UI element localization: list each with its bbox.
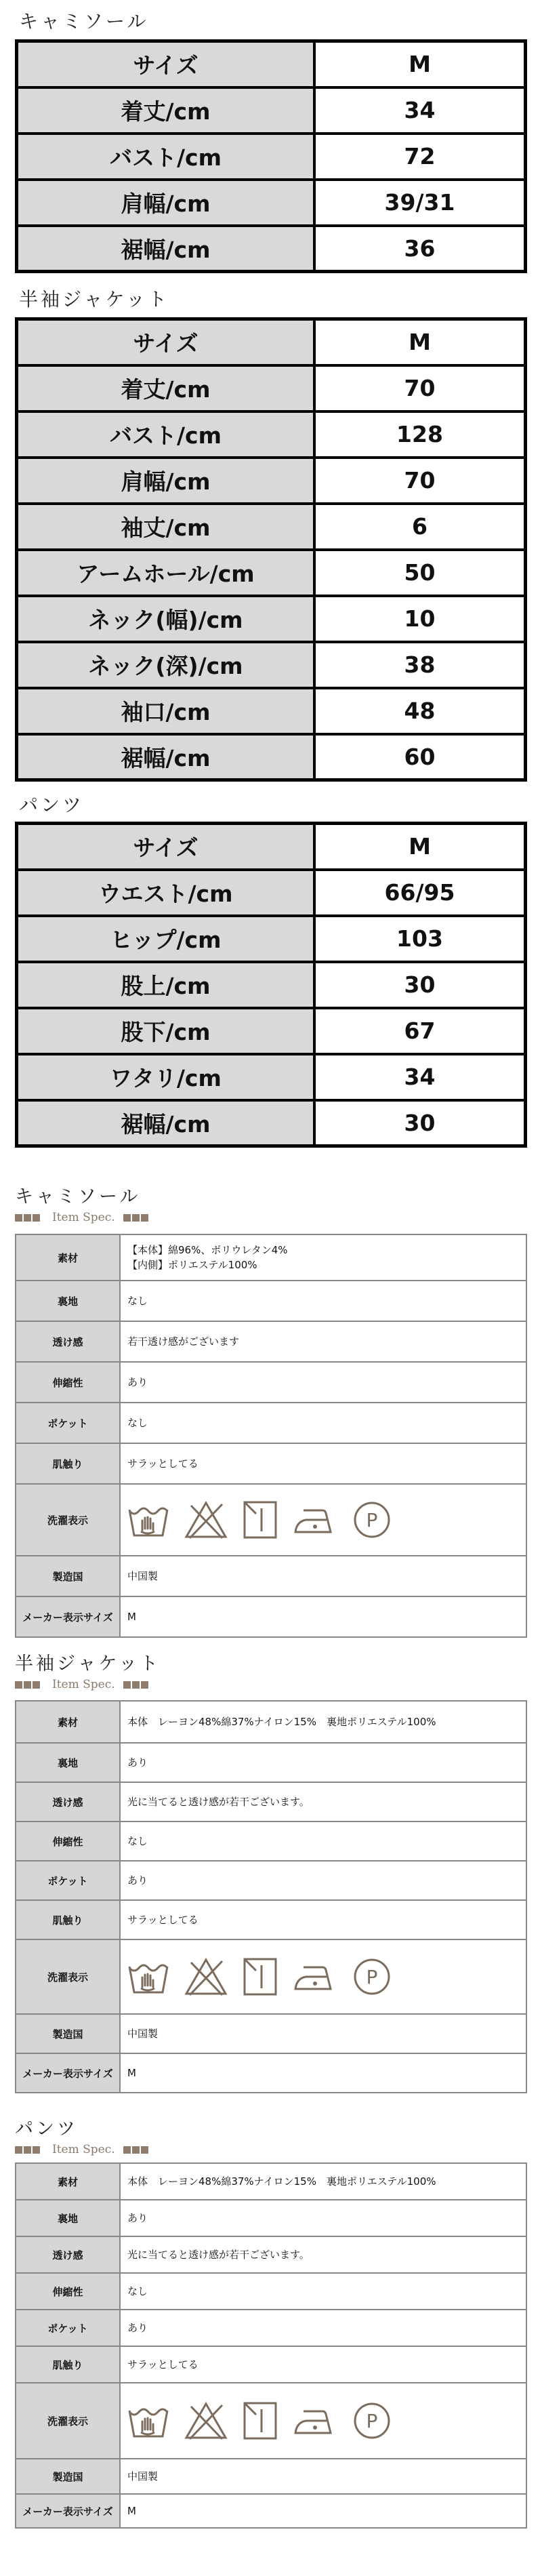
spec-value: 本体 レーヨン48%綿37%ナイロン15% 裏地ポリエステル100% — [120, 1701, 526, 1743]
row-value: 70 — [314, 458, 526, 504]
spec-value: 光に当てると透け感が若干ございます。 — [120, 1782, 526, 1822]
table-row — [17, 1100, 526, 1146]
row-value: 10 — [314, 596, 526, 642]
row-value: 36 — [314, 226, 526, 272]
table-row — [16, 2053, 526, 2093]
spec-title: パンツ — [15, 2118, 78, 2139]
hand-wash-icon — [127, 1957, 169, 1996]
table-row — [16, 1782, 526, 1822]
spec-subtitle-row — [15, 1678, 161, 1691]
table-row — [16, 1443, 526, 1484]
decorative-squares-icon — [123, 2146, 150, 2154]
table-row — [17, 916, 526, 962]
spec-value: なし — [120, 1822, 526, 1861]
row-label: 裾幅/cm — [17, 1100, 315, 1146]
spec-key: 素材 — [16, 1234, 120, 1281]
table-row — [16, 1743, 526, 1782]
row-label: バスト/cm — [17, 411, 315, 458]
table-row — [17, 550, 526, 596]
decorative-squares-icon — [15, 1681, 41, 1689]
table-row — [17, 824, 526, 870]
spec-value: なし — [120, 1281, 526, 1321]
spec-table — [15, 1700, 527, 2093]
row-label: 裾幅/cm — [17, 226, 315, 272]
spec-value: なし — [120, 2273, 526, 2310]
spec-subtitle: Item Spec. — [52, 2143, 115, 2156]
row-value: 38 — [314, 642, 526, 688]
decorative-squares-icon — [123, 1214, 150, 1222]
spec-value: M — [120, 2053, 526, 2093]
spec-header — [15, 1649, 161, 1691]
row-label: 股下/cm — [17, 1008, 315, 1054]
row-label: バスト/cm — [17, 134, 315, 180]
row-value: 30 — [314, 1100, 526, 1146]
iron-low-icon — [293, 1960, 337, 1993]
dry-clean-p-icon — [352, 1957, 392, 1996]
table-row — [17, 365, 526, 411]
spec-value: 中国製 — [120, 1556, 526, 1596]
size-section-title: 半袖ジャケット — [19, 288, 170, 310]
svg-text:P: P — [366, 1509, 378, 1531]
decorative-squares-icon — [15, 2146, 41, 2154]
table-row — [16, 2200, 526, 2236]
iron-low-icon — [293, 1504, 337, 1536]
spec-value: あり — [120, 1861, 526, 1900]
spec-value: なし — [120, 1403, 526, 1443]
table-row — [17, 1008, 526, 1054]
spec-key: 伸縮性 — [16, 2273, 120, 2310]
table-row — [16, 2014, 526, 2053]
spec-value: サラッとしてる — [120, 2346, 526, 2383]
size-header-value: M — [314, 824, 526, 870]
row-label: 肩幅/cm — [17, 180, 315, 226]
table-row — [17, 870, 526, 916]
row-label: 袖口/cm — [17, 688, 315, 734]
table-row — [16, 1701, 526, 1743]
iron-low-icon — [293, 2404, 337, 2437]
table-row — [16, 1321, 526, 1362]
spec-value: 光に当てると透け感が若干ございます。 — [120, 2236, 526, 2273]
row-label: 着丈/cm — [17, 87, 315, 134]
table-row — [16, 2383, 526, 2459]
table-row — [16, 2346, 526, 2383]
svg-text:P: P — [366, 2410, 378, 2432]
table-row — [16, 2273, 526, 2310]
spec-value: あり — [120, 2200, 526, 2236]
row-value: 50 — [314, 550, 526, 596]
table-row — [17, 596, 526, 642]
spec-key: 裏地 — [16, 2200, 120, 2236]
table-row — [16, 1822, 526, 1861]
row-value: 72 — [314, 134, 526, 180]
svg-text:P: P — [366, 1966, 378, 1988]
row-label: 股上/cm — [17, 962, 315, 1008]
spec-value: 若干透け感がございます — [120, 1321, 526, 1362]
spec-key: ポケット — [16, 2310, 120, 2346]
table-row — [16, 1556, 526, 1596]
spec-value: 【本体】綿96%、ポリウレタン4% 【内側】ポリエステル100% — [120, 1234, 526, 1281]
table-row — [17, 87, 526, 134]
table-row — [16, 2494, 526, 2528]
table-row — [17, 504, 526, 550]
table-row — [17, 226, 526, 272]
spec-key: 製造国 — [16, 1556, 120, 1596]
spec-header — [15, 1182, 150, 1224]
spec-key: ポケット — [16, 1861, 120, 1900]
table-row — [16, 2163, 526, 2200]
hand-wash-icon — [127, 2401, 169, 2440]
spec-key: 洗濯表示 — [16, 1939, 120, 2014]
row-label: ヒップ/cm — [17, 916, 315, 962]
spec-title: 半袖ジャケット — [15, 1653, 161, 1674]
dry-clean-p-icon — [352, 1500, 392, 1539]
table-row — [17, 458, 526, 504]
spec-table — [15, 1234, 527, 1638]
table-row — [16, 2310, 526, 2346]
table-row — [16, 1281, 526, 1321]
table-row — [17, 411, 526, 458]
table-row — [17, 1054, 526, 1100]
spec-key: 洗濯表示 — [16, 2383, 120, 2459]
spec-key: 素材 — [16, 1701, 120, 1743]
size-section-title: パンツ — [19, 794, 85, 816]
row-label: アームホール/cm — [17, 550, 315, 596]
care-symbols — [127, 2401, 519, 2440]
table-row — [17, 180, 526, 226]
size-header-value: M — [314, 319, 526, 365]
table-row — [17, 642, 526, 688]
care-symbols-cell — [120, 2383, 526, 2459]
row-label: ウエスト/cm — [17, 870, 315, 916]
spec-key: 製造国 — [16, 2459, 120, 2494]
spec-value: 中国製 — [120, 2014, 526, 2053]
spec-key: 透け感 — [16, 2236, 120, 2273]
table-row — [16, 1484, 526, 1556]
line-dry-shade-icon — [243, 1500, 278, 1539]
spec-key: 肌触り — [16, 1443, 120, 1484]
table-row — [17, 962, 526, 1008]
row-value: 6 — [314, 504, 526, 550]
size-section-title: キャミソール — [19, 10, 149, 33]
table-row — [16, 1900, 526, 1939]
spec-header — [15, 2114, 150, 2156]
dry-clean-p-icon — [352, 2401, 392, 2440]
size-table — [15, 317, 527, 782]
row-value: 128 — [314, 411, 526, 458]
size-header-label: サイズ — [17, 824, 315, 870]
spec-title: キャミソール — [15, 1186, 141, 1207]
table-row — [16, 1861, 526, 1900]
spec-value: サラッとしてる — [120, 1900, 526, 1939]
spec-value: あり — [120, 2310, 526, 2346]
row-label: 肩幅/cm — [17, 458, 315, 504]
row-value: 34 — [314, 87, 526, 134]
table-row — [17, 319, 526, 365]
care-symbols — [127, 1957, 519, 1996]
spec-key: 洗濯表示 — [16, 1484, 120, 1556]
spec-key: 素材 — [16, 2163, 120, 2200]
spec-key: 透け感 — [16, 1782, 120, 1822]
row-value: 48 — [314, 688, 526, 734]
spec-key: 肌触り — [16, 2346, 120, 2383]
spec-key: 伸縮性 — [16, 1822, 120, 1861]
no-bleach-icon — [184, 1957, 228, 1996]
care-symbols-cell — [120, 1939, 526, 2014]
spec-subtitle-row — [15, 1211, 150, 1224]
spec-value: M — [120, 2494, 526, 2528]
row-value: 30 — [314, 962, 526, 1008]
table-row — [16, 1939, 526, 2014]
spec-key: メーカー表示サイズ — [16, 1596, 120, 1637]
row-value: 103 — [314, 916, 526, 962]
row-value: 70 — [314, 365, 526, 411]
no-bleach-icon — [184, 2401, 228, 2440]
spec-value: 本体 レーヨン48%綿37%ナイロン15% 裏地ポリエステル100% — [120, 2163, 526, 2200]
table-row — [16, 1362, 526, 1403]
spec-key: ポケット — [16, 1403, 120, 1443]
row-label: ワタリ/cm — [17, 1054, 315, 1100]
spec-subtitle-row — [15, 2143, 150, 2156]
spec-value: あり — [120, 1743, 526, 1782]
row-value: 34 — [314, 1054, 526, 1100]
line-dry-shade-icon — [243, 1957, 278, 1996]
size-header-value: M — [314, 41, 526, 87]
spec-key: 裏地 — [16, 1281, 120, 1321]
decorative-squares-icon — [15, 1214, 41, 1222]
care-symbols-cell — [120, 1484, 526, 1556]
spec-value: あり — [120, 1362, 526, 1403]
table-row — [16, 1403, 526, 1443]
spec-value: M — [120, 1596, 526, 1637]
row-value: 39/31 — [314, 180, 526, 226]
row-value: 67 — [314, 1008, 526, 1054]
table-row — [16, 1234, 526, 1281]
spec-value: サラッとしてる — [120, 1443, 526, 1484]
spec-key: メーカー表示サイズ — [16, 2053, 120, 2093]
spec-key: 透け感 — [16, 1321, 120, 1362]
table-row — [17, 134, 526, 180]
row-label: 裾幅/cm — [17, 734, 315, 780]
spec-value: 中国製 — [120, 2459, 526, 2494]
row-label: 袖丈/cm — [17, 504, 315, 550]
row-value: 60 — [314, 734, 526, 780]
spec-table — [15, 2162, 527, 2529]
row-label: ネック(幅)/cm — [17, 596, 315, 642]
size-table — [15, 822, 527, 1148]
spec-key: 裏地 — [16, 1743, 120, 1782]
spec-subtitle: Item Spec. — [52, 1211, 115, 1224]
table-row — [17, 41, 526, 87]
row-label: ネック(深)/cm — [17, 642, 315, 688]
table-row — [16, 2236, 526, 2273]
care-symbols — [127, 1500, 519, 1539]
size-header-label: サイズ — [17, 319, 315, 365]
table-row — [17, 734, 526, 780]
spec-key: 製造国 — [16, 2014, 120, 2053]
table-row — [16, 2459, 526, 2494]
table-row — [17, 688, 526, 734]
size-table — [15, 39, 527, 273]
row-value: 66/95 — [314, 870, 526, 916]
spec-key: メーカー表示サイズ — [16, 2494, 120, 2528]
line-dry-shade-icon — [243, 2401, 278, 2440]
spec-key: 伸縮性 — [16, 1362, 120, 1403]
no-bleach-icon — [184, 1500, 228, 1539]
spec-subtitle: Item Spec. — [52, 1678, 115, 1691]
hand-wash-icon — [127, 1500, 169, 1539]
table-row — [16, 1596, 526, 1637]
decorative-squares-icon — [123, 1681, 150, 1689]
row-label: 着丈/cm — [17, 365, 315, 411]
spec-key: 肌触り — [16, 1900, 120, 1939]
size-header-label: サイズ — [17, 41, 315, 87]
